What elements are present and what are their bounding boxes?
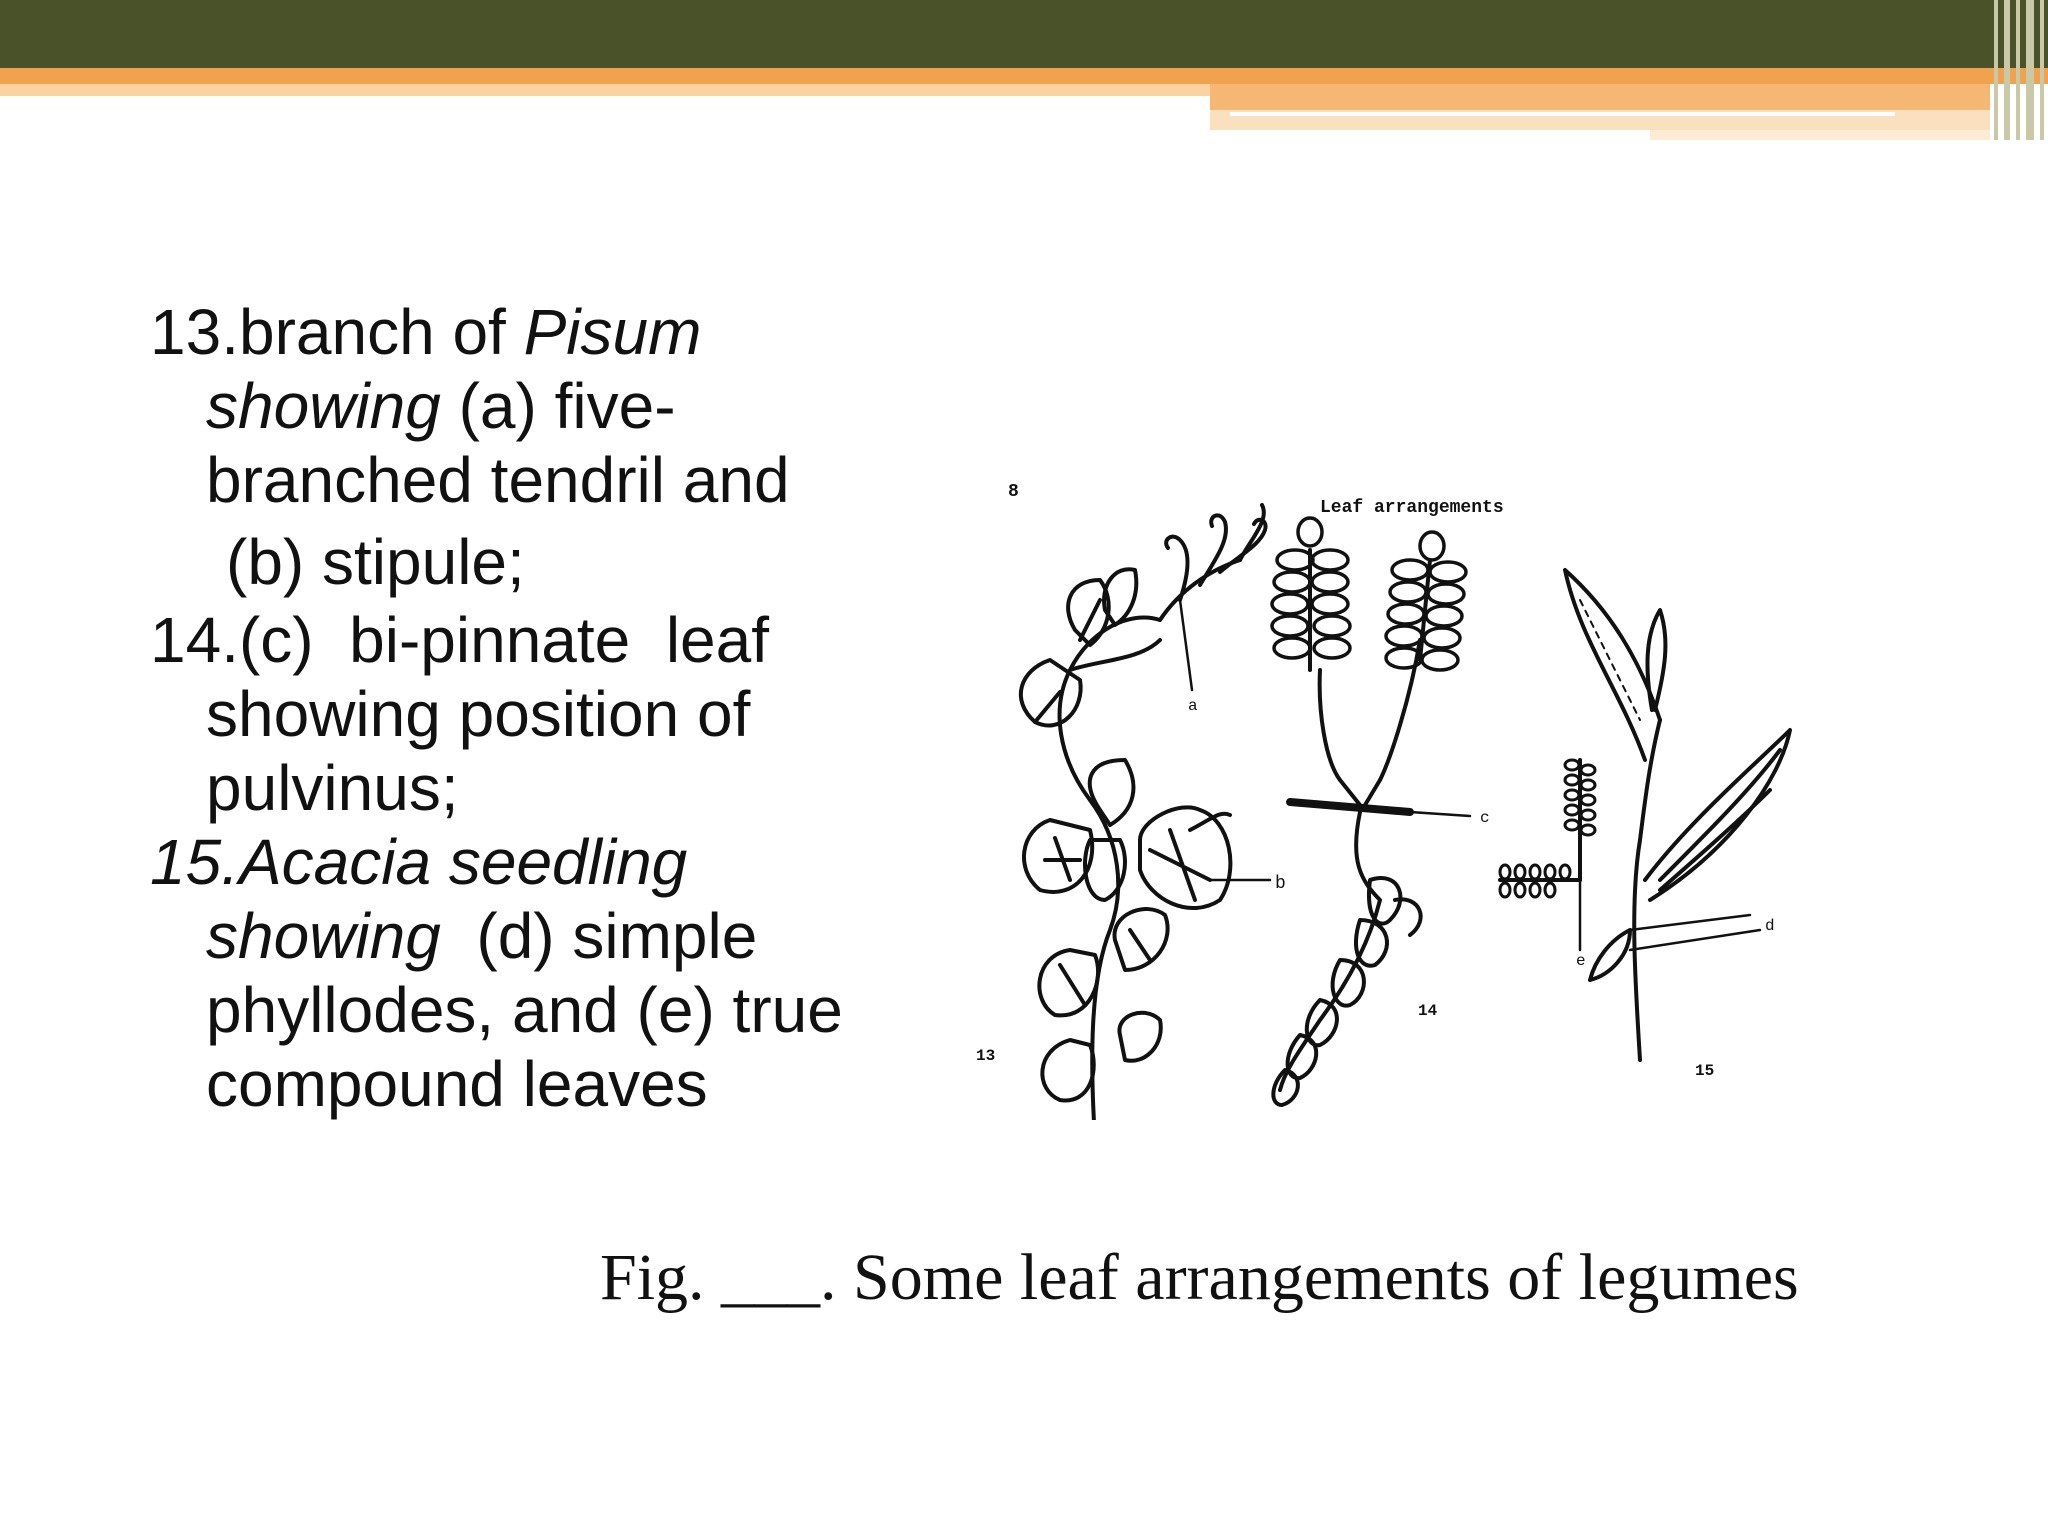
item-14-line1: 14.(c) bi-pinnate leaf (150, 604, 769, 676)
item-13-line1: 13.branch of (150, 296, 524, 368)
item-13-showing: showing (206, 370, 441, 442)
label-c: c (1480, 809, 1490, 827)
bipinnate-leaf-drawing (1272, 518, 1490, 1105)
item-15-showing: showing (206, 900, 441, 972)
figure-header: Leaf arrangements (1320, 498, 1504, 518)
edge-stripes (1990, 0, 2048, 140)
item-13-stipule: (b) stipule; (226, 526, 525, 598)
figure-corner-number: 8 (1008, 482, 1019, 502)
item-15 (150, 825, 910, 1121)
acacia-seedling-drawing (1500, 570, 1790, 1080)
figure-caption: Fig. ___. Some leaf arrangements of legumes (600, 1241, 1799, 1314)
label-13: 13 (976, 1047, 996, 1065)
accent-step (1210, 84, 1990, 110)
item-15-line1: 15.Acacia seedling (150, 826, 688, 898)
label-15: 15 (1695, 1062, 1715, 1080)
item-13-line3: branched tendril and (206, 444, 790, 516)
accent-band-light (0, 84, 1210, 96)
item-14-line3: pulvinus; (206, 752, 459, 824)
label-e: e (1576, 952, 1586, 970)
accent-divider (1230, 112, 1895, 116)
label-d: d (1765, 917, 1775, 935)
item-15-line3: phyllodes, and (e) true (206, 974, 843, 1046)
label-14: 14 (1418, 1002, 1438, 1020)
header-band (0, 0, 2048, 68)
item-13-line2: (a) five- (440, 370, 676, 442)
item-15-line4: compound leaves (206, 1048, 708, 1120)
pisum-branch-drawing (976, 505, 1286, 1120)
item-13 (150, 295, 910, 517)
legume-leaf-figure (940, 460, 1820, 1120)
accent-band (0, 68, 2048, 84)
label-a: a (1188, 697, 1198, 715)
item-13-genus: Pisum (523, 296, 702, 368)
item-14 (150, 603, 910, 825)
item-15-line2: (d) simple (440, 900, 758, 972)
accent-step-faint (1650, 130, 1990, 140)
item-14-line2: showing position of (206, 678, 751, 750)
label-b: b (1275, 874, 1286, 894)
description-text (150, 295, 910, 1121)
